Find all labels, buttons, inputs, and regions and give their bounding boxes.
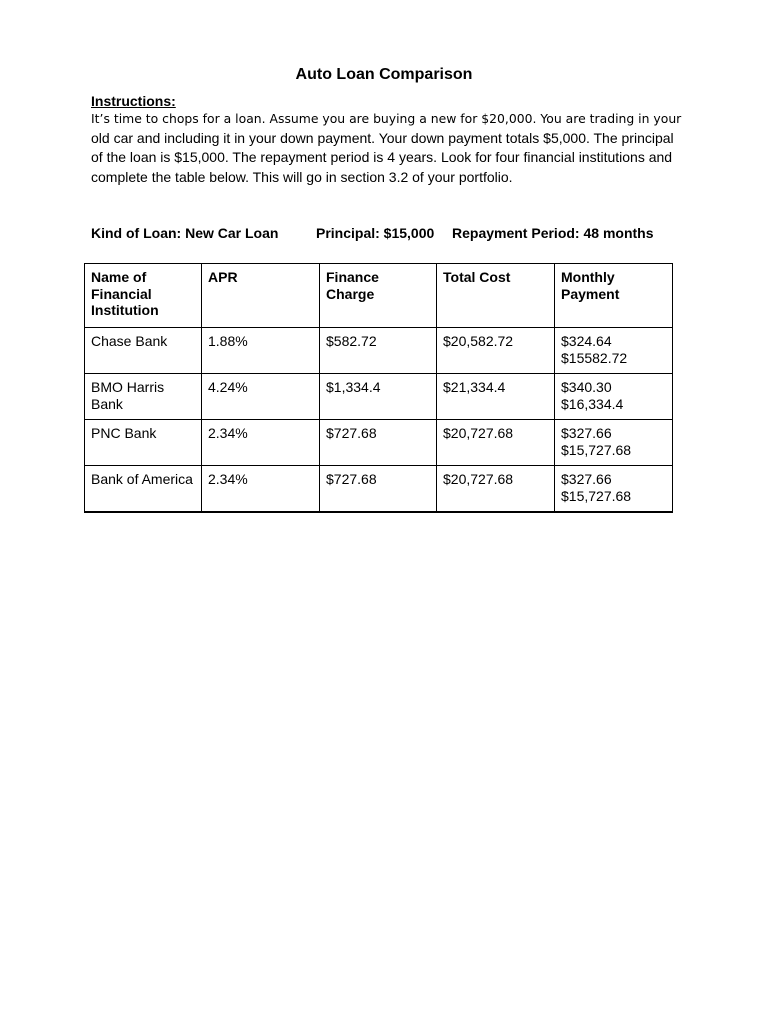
cell-text: Bank bbox=[91, 395, 123, 412]
header-institution bbox=[85, 264, 202, 328]
instructions-paragraph bbox=[91, 109, 681, 187]
cell-institution bbox=[85, 328, 202, 374]
cell-apr: 1.88% bbox=[202, 328, 320, 374]
header-text: Payment bbox=[561, 285, 620, 302]
cell-total-cost: $20,582.72 bbox=[437, 328, 555, 374]
repayment-period: Repayment Period: 48 months bbox=[452, 225, 654, 241]
cell-monthly-payment bbox=[555, 466, 673, 512]
instructions-line: It’s time to chops for a loan. Assume you are buying a new for $20,000. You are trading in your bbox=[91, 111, 682, 126]
cell-monthly-payment bbox=[555, 328, 673, 374]
table-row bbox=[85, 374, 673, 420]
cell-monthly-payment bbox=[555, 374, 673, 420]
cell-total-cost: $20,727.68 bbox=[437, 420, 555, 466]
cell-institution bbox=[85, 374, 202, 420]
cell-text: $340.30 bbox=[561, 379, 612, 395]
header-text: Financial bbox=[91, 285, 152, 302]
cell-finance-charge: $582.72 bbox=[320, 328, 437, 374]
cell-finance-charge: $727.68 bbox=[320, 466, 437, 512]
cell-text: Chase Bank bbox=[91, 333, 168, 349]
table-row bbox=[85, 328, 673, 374]
cell-total-cost: $20,727.68 bbox=[437, 466, 555, 512]
cell-apr: 2.34% bbox=[202, 420, 320, 466]
cell-text: $327.66 bbox=[561, 425, 612, 441]
cell-apr: 2.34% bbox=[202, 466, 320, 512]
table-header-row bbox=[85, 264, 673, 328]
cell-text: Bank of America bbox=[91, 471, 193, 487]
cell-apr: 4.24% bbox=[202, 374, 320, 420]
loan-comparison-table bbox=[84, 263, 673, 513]
cell-text: $15,727.68 bbox=[561, 441, 632, 458]
cell-finance-charge: $727.68 bbox=[320, 420, 437, 466]
header-text: Institution bbox=[91, 302, 159, 318]
kind-of-loan: Kind of Loan: New Car Loan bbox=[91, 225, 279, 241]
table-row bbox=[85, 466, 673, 512]
cell-monthly-payment bbox=[555, 420, 673, 466]
cell-text: BMO Harris bbox=[91, 379, 165, 395]
instructions-line: of the loan is $15,000. The repayment period is 4 years. Look for four financial institutions and bbox=[91, 149, 673, 165]
principal: Principal: $15,000 bbox=[316, 225, 435, 241]
header-text: Total Cost bbox=[443, 269, 511, 285]
cell-institution bbox=[85, 466, 202, 512]
cell-text: $324.64 bbox=[561, 333, 612, 349]
cell-text: $327.66 bbox=[561, 471, 612, 487]
cell-text: $15582.72 bbox=[561, 349, 628, 366]
cell-text: $15,727.68 bbox=[561, 487, 632, 504]
header-total-cost bbox=[437, 264, 555, 328]
header-text: Monthly bbox=[561, 269, 615, 285]
instructions-heading: Instructions: bbox=[91, 93, 176, 109]
cell-finance-charge: $1,334.4 bbox=[320, 374, 437, 420]
table-row bbox=[85, 420, 673, 466]
page-title: Auto Loan Comparison bbox=[295, 66, 473, 83]
cell-text: $16,334.4 bbox=[561, 395, 624, 412]
cell-text: PNC Bank bbox=[91, 425, 157, 441]
header-finance-charge bbox=[320, 264, 437, 328]
header-monthly-payment bbox=[555, 264, 673, 328]
instructions-line: complete the table below. This will go in section 3.2 of your portfolio. bbox=[91, 168, 513, 185]
header-text: Name of bbox=[91, 269, 147, 285]
cell-institution bbox=[85, 420, 202, 466]
header-apr bbox=[202, 264, 320, 328]
header-text: Finance Charge bbox=[326, 269, 379, 302]
instructions-line: old car and including it in your down payment. Your down payment totals $5,000. The principal bbox=[91, 129, 674, 146]
cell-total-cost: $21,334.4 bbox=[437, 374, 555, 420]
header-text: APR bbox=[208, 269, 238, 285]
